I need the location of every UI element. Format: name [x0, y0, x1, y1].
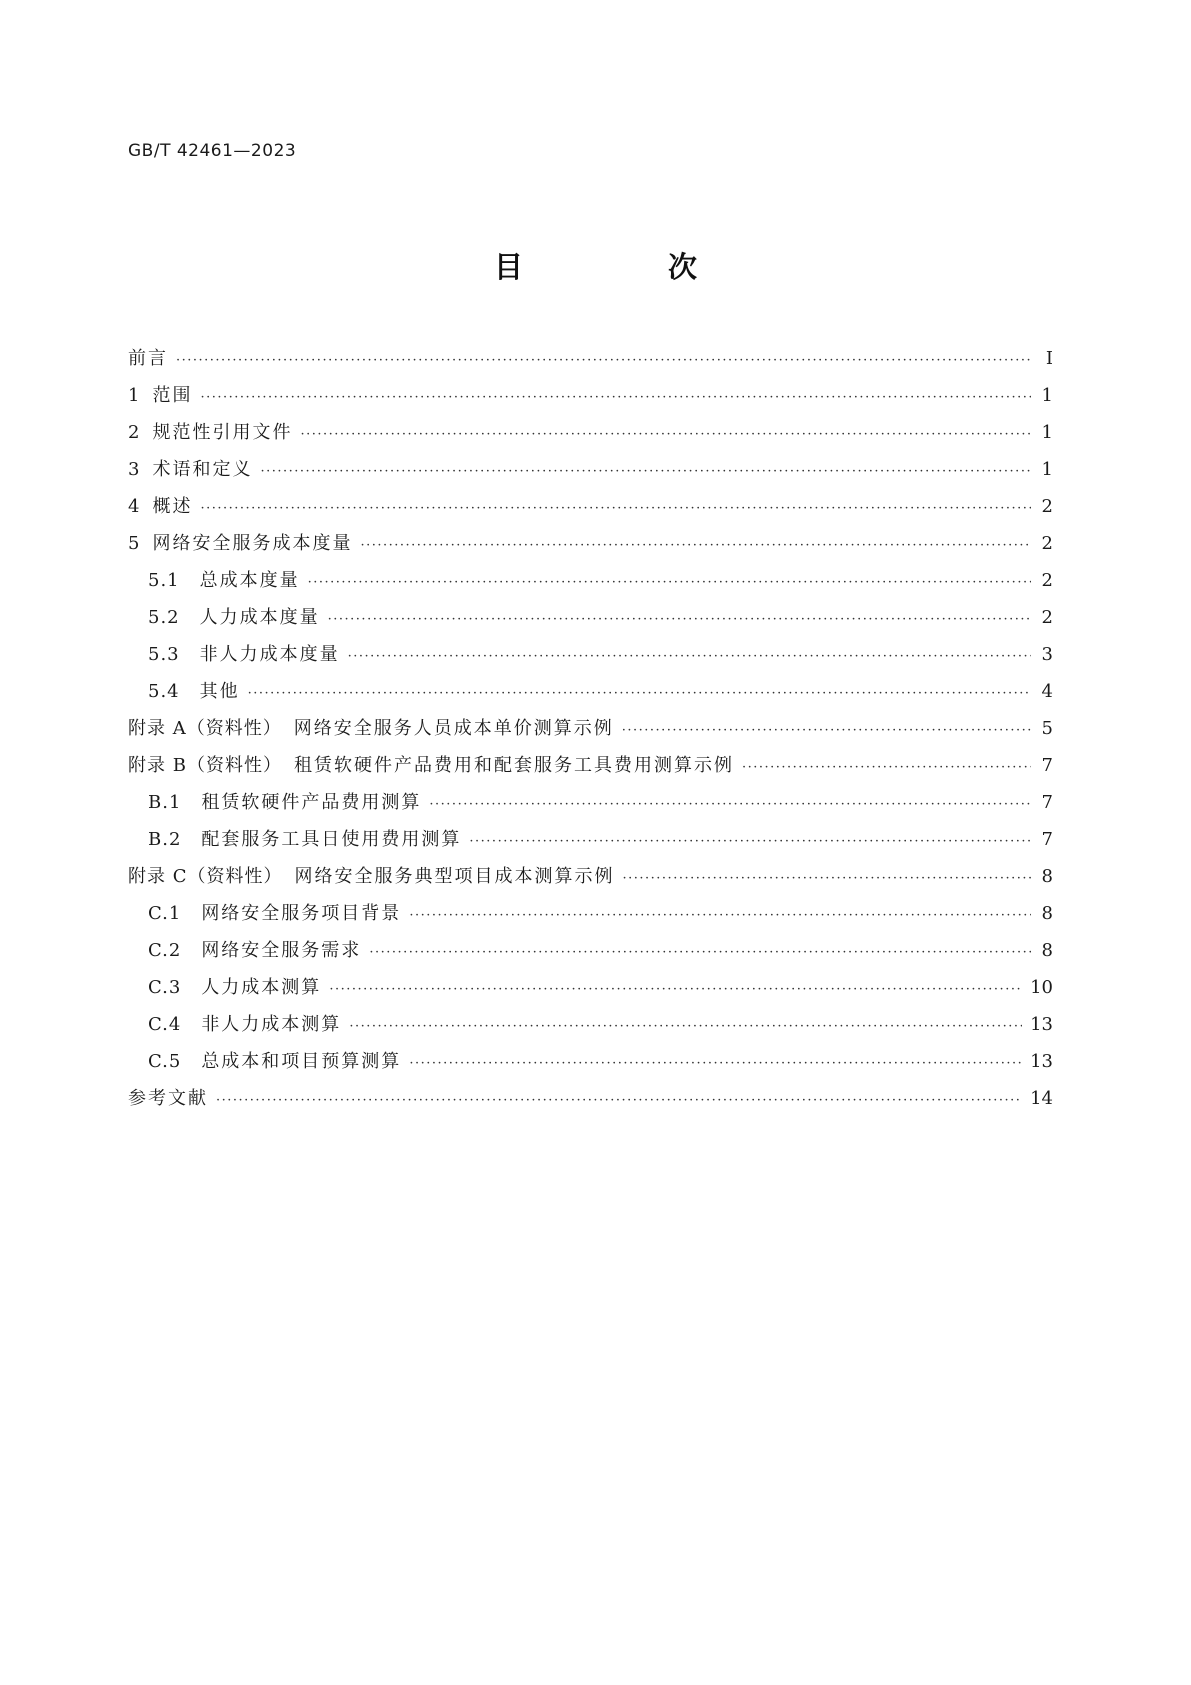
- toc-entry-number: 附录 C（资料性）: [128, 866, 283, 887]
- toc-entry-title: 其他: [199, 681, 240, 702]
- toc-entry-title: 非人力成本测算: [201, 1014, 342, 1035]
- toc-entry[interactable]: [128, 895, 1053, 932]
- toc-entry-number: 附录 A（资料性）: [128, 718, 282, 739]
- toc-dot-leader: [429, 786, 1031, 823]
- toc-entry[interactable]: [128, 562, 1053, 599]
- toc-entry[interactable]: [128, 932, 1053, 969]
- standard-number: GB/T 42461—2023: [128, 141, 297, 161]
- toc-entry-page-number: 2: [1041, 607, 1053, 628]
- toc-entry-page-number: 7: [1041, 755, 1053, 776]
- toc-entry-number: 2: [128, 422, 141, 443]
- toc-dot-leader: [328, 601, 1031, 638]
- table-of-contents: [128, 340, 1053, 1117]
- toc-entry[interactable]: [128, 525, 1053, 562]
- toc-entry-page-number: 7: [1041, 829, 1053, 850]
- toc-entry-title: 人力成本测算: [201, 977, 322, 998]
- toc-dot-leader: [360, 527, 1031, 564]
- toc-entry-title: 范围: [152, 385, 193, 406]
- toc-dot-leader: [260, 453, 1031, 490]
- toc-entry-page-number: 2: [1041, 496, 1053, 517]
- toc-dot-leader: [742, 749, 1031, 786]
- toc-entry-title: 网络安全服务人员成本单价测算示例: [293, 718, 614, 739]
- toc-entry-number: 5.2: [148, 607, 180, 628]
- toc-dot-leader: [469, 823, 1031, 860]
- toc-entry-page-number: 1: [1041, 422, 1053, 443]
- toc-entry-number: B.1: [148, 792, 182, 813]
- toc-entry-title: 网络安全服务需求: [201, 940, 362, 961]
- toc-entry[interactable]: [128, 784, 1053, 821]
- toc-entry-page-number: Ⅰ: [1045, 348, 1053, 369]
- toc-entry-number: C.2: [148, 940, 182, 961]
- toc-entry-page-number: 14: [1030, 1088, 1053, 1109]
- toc-entry-page-number: 13: [1030, 1051, 1053, 1072]
- toc-entry[interactable]: [128, 821, 1053, 858]
- toc-entry-title: 概述: [152, 496, 193, 517]
- toc-entry[interactable]: [128, 969, 1053, 1006]
- toc-entry[interactable]: [128, 488, 1053, 525]
- toc-entry[interactable]: [128, 747, 1053, 784]
- toc-entry-title: 总成本度量: [199, 570, 300, 591]
- toc-entry[interactable]: [128, 710, 1053, 747]
- toc-entry-title: 网络安全服务典型项目成本测算示例: [294, 866, 615, 887]
- toc-entry-number: C.1: [148, 903, 182, 924]
- toc-entry-page-number: 7: [1041, 792, 1053, 813]
- toc-entry-number: 4: [128, 496, 141, 517]
- toc-dot-leader: [216, 1082, 1022, 1119]
- toc-entry-page-number: 1: [1041, 385, 1053, 406]
- toc-entry-number: B.2: [148, 829, 182, 850]
- toc-entry-page-number: 3: [1041, 644, 1053, 665]
- toc-entry[interactable]: [128, 340, 1053, 377]
- toc-dot-leader: [622, 712, 1031, 749]
- toc-entry-number: C.4: [148, 1014, 182, 1035]
- toc-entry[interactable]: [128, 673, 1053, 710]
- toc-dot-leader: [348, 638, 1031, 675]
- toc-entry-page-number: 5: [1041, 718, 1053, 739]
- toc-dot-leader: [349, 1008, 1022, 1045]
- toc-entry[interactable]: [128, 1006, 1053, 1043]
- toc-entry[interactable]: [128, 599, 1053, 636]
- toc-entry-title: 配套服务工具日使用费用测算: [201, 829, 462, 850]
- toc-entry-number: 5.3: [148, 644, 180, 665]
- toc-dot-leader: [623, 860, 1032, 897]
- toc-entry-page-number: 13: [1030, 1014, 1053, 1035]
- toc-entry-number: C.5: [148, 1051, 182, 1072]
- toc-dot-leader: [308, 564, 1031, 601]
- toc-entry-title: 前言: [128, 348, 168, 369]
- toc-entry-number: 附录 B（资料性）: [128, 755, 282, 776]
- toc-entry-number: 5: [128, 533, 141, 554]
- toc-dot-leader: [369, 934, 1031, 971]
- toc-entry-page-number: 8: [1041, 866, 1053, 887]
- toc-entry-title: 租赁软硬件产品费用测算: [201, 792, 422, 813]
- page-title: 目 次: [493, 250, 755, 284]
- toc-entry[interactable]: [128, 377, 1053, 414]
- toc-dot-leader: [409, 1045, 1022, 1082]
- toc-entry-page-number: 1: [1041, 459, 1053, 480]
- toc-entry-title: 租赁软硬件产品费用和配套服务工具费用测算示例: [293, 755, 734, 776]
- toc-entry[interactable]: [128, 414, 1053, 451]
- toc-dot-leader: [200, 379, 1031, 416]
- toc-entry-number: 3: [128, 459, 141, 480]
- toc-entry-page-number: 2: [1041, 570, 1053, 591]
- toc-entry-title: 网络安全服务项目背景: [201, 903, 402, 924]
- toc-dot-leader: [248, 675, 1031, 712]
- toc-entry-title: 术语和定义: [152, 459, 253, 480]
- toc-entry-number: 1: [128, 385, 141, 406]
- toc-entry-title: 人力成本度量: [199, 607, 320, 628]
- toc-entry-page-number: 8: [1041, 940, 1053, 961]
- toc-entry[interactable]: [128, 1043, 1053, 1080]
- toc-entry[interactable]: [128, 858, 1053, 895]
- toc-entry-number: 5.1: [148, 570, 180, 591]
- toc-dot-leader: [176, 342, 1031, 379]
- toc-entry-number: 5.4: [148, 681, 180, 702]
- toc-entry[interactable]: [128, 636, 1053, 673]
- toc-entry-page-number: 2: [1041, 533, 1053, 554]
- toc-dot-leader: [409, 897, 1031, 934]
- toc-entry[interactable]: [128, 1080, 1053, 1117]
- toc-entry-title: 网络安全服务成本度量: [152, 533, 353, 554]
- toc-entry-title: 规范性引用文件: [152, 422, 293, 443]
- toc-dot-leader: [200, 490, 1031, 527]
- toc-entry-page-number: 10: [1030, 977, 1053, 998]
- toc-entry-title: 非人力成本度量: [199, 644, 340, 665]
- toc-entry-page-number: 8: [1041, 903, 1053, 924]
- toc-dot-leader: [329, 971, 1022, 1008]
- toc-dot-leader: [300, 416, 1031, 453]
- toc-entry[interactable]: [128, 451, 1053, 488]
- toc-entry-page-number: 4: [1041, 681, 1053, 702]
- toc-entry-number: C.3: [148, 977, 182, 998]
- toc-entry-title: 参考文献: [128, 1088, 208, 1109]
- toc-entry-title: 总成本和项目预算测算: [201, 1051, 402, 1072]
